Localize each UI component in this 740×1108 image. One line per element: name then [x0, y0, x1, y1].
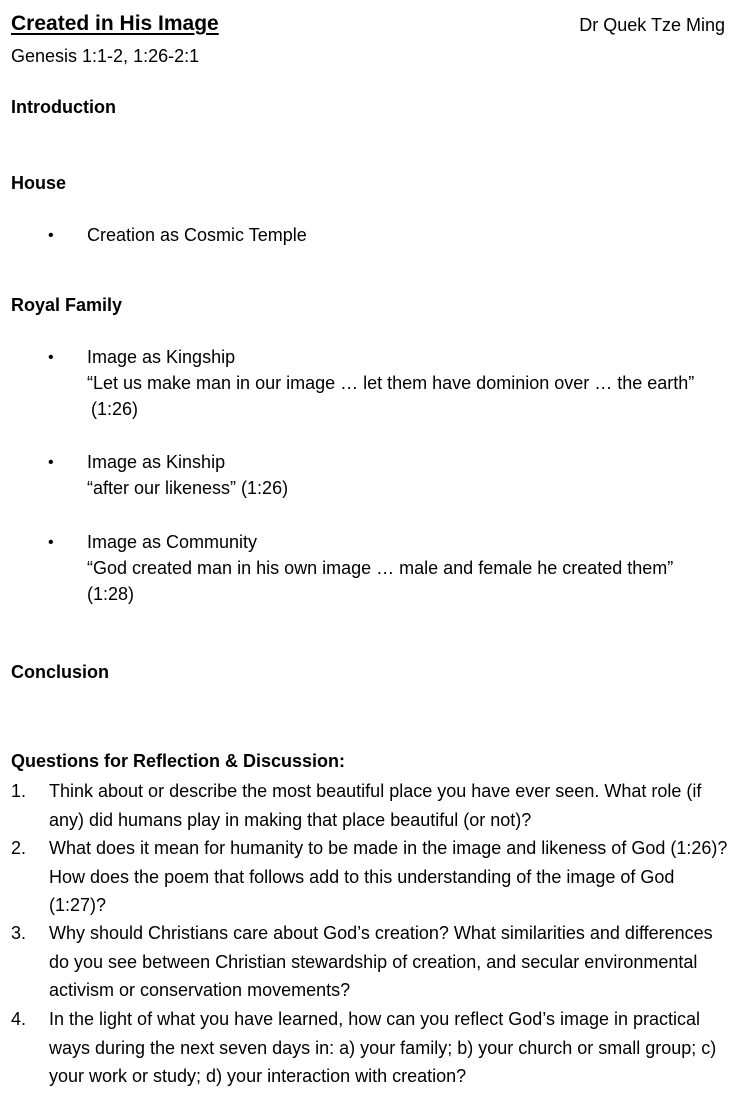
bullet-quote-reference: (1:28) — [87, 584, 135, 604]
bullet-icon: • — [48, 349, 54, 366]
question-text: Think about or describe the most beautiful place you have ever seen. What role (if any) did humans play in making that place beautiful (or not)? — [49, 781, 702, 830]
bullet-icon: • — [48, 454, 54, 471]
questions-heading: Questions for Reflection & Discussion: — [11, 751, 346, 771]
section-heading-introduction: Introduction — [11, 97, 116, 117]
section-heading-royal-family: Royal Family — [11, 295, 123, 315]
section-heading-conclusion: Conclusion — [11, 662, 109, 682]
bullet-label: Image as Community — [87, 532, 258, 552]
bullet-item-community — [87, 529, 727, 607]
bullet-item-kingship — [87, 344, 727, 422]
bullet-icon: • — [48, 534, 54, 551]
bullet-quote: “God created man in his own image … male and female he created them” — [87, 558, 674, 578]
question-text: What does it mean for humanity to be made in the image and likeness of God (1:26)? How does the poem that follows add to this understanding of the image of God (1:27)? — [49, 838, 728, 915]
bullet-label: Image as Kinship — [87, 452, 226, 472]
author-name: Dr Quek Tze Ming — [579, 15, 725, 35]
document-title: Created in His Image — [11, 12, 219, 35]
bullet-quote: “after our likeness” (1:26) — [87, 478, 289, 498]
bullet-item-cosmic-temple: Creation as Cosmic Temple — [87, 225, 307, 245]
question-number: 3. — [11, 923, 27, 943]
bullet-quote: “Let us make man in our image … let them have dominion over … the earth” — [87, 373, 695, 393]
scripture-passage: Genesis 1:1-2, 1:26-2:1 — [11, 46, 200, 66]
question-text: In the light of what you have learned, how can you reflect God’s image in practical ways during the next seven days in: a) your family; b) your church or small group; c) your work or study; d) your interaction with creation? — [49, 1009, 717, 1086]
bullet-item-kinship — [87, 449, 727, 501]
question-number: 2. — [11, 838, 27, 858]
section-heading-house: House — [11, 173, 67, 193]
question-text: Why should Christians care about God’s creation? What similarities and differences do you see between Christian stewardship of creation, and secular environmental activism or conservation movements? — [49, 923, 713, 1000]
bullet-label: Image as Kingship — [87, 347, 236, 367]
bullet-quote-reference: (1:26) — [91, 399, 139, 419]
question-number: 4. — [11, 1009, 27, 1029]
question-number: 1. — [11, 781, 27, 801]
bullet-icon: • — [48, 227, 54, 244]
